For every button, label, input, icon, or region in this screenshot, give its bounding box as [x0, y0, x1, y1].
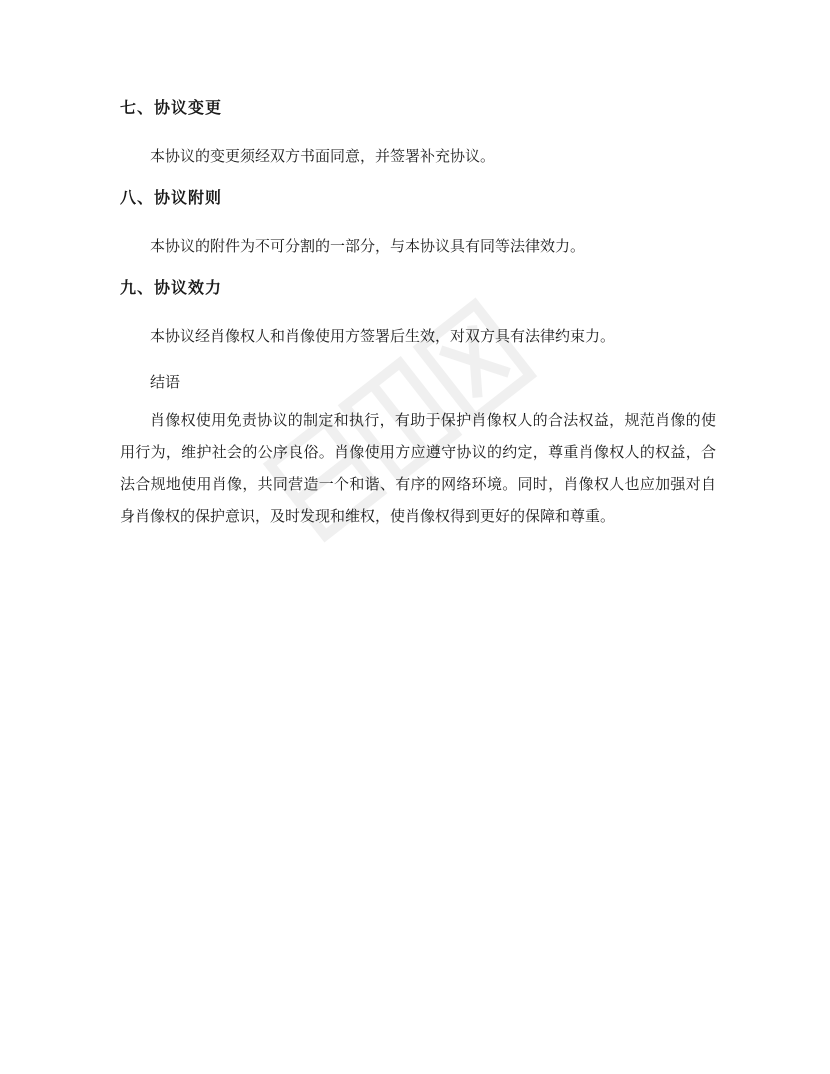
section-supplementary	[120, 186, 716, 262]
section-paragraph: 本协议的变更须经双方书面同意，并签署补充协议。	[150, 147, 496, 165]
section-paragraph: 本协议的附件为不可分割的一部分，与本协议具有同等法律效力。	[150, 237, 586, 255]
closing-paragraph: 肖像权使用免责协议的制定和执行，有助于保护肖像权人的合法权益，规范肖像的使用行为，维护社会的公序良俗。肖像使用方应遵守协议的约定，尊重肖像权人的权益，合法合规地使用肖像，共同营造一个和谐、有序的网络环境。同时，肖像权人也应加强对自身肖像权的保护意识，及时发现和维权，使肖像权得到更好的保障和尊重。	[120, 411, 716, 525]
section-paragraph: 本协议经肖像权人和肖像使用方签署后生效，对双方具有法律约束力。	[150, 327, 616, 345]
section-heading: 九、协议效力	[120, 278, 223, 297]
closing-section	[120, 366, 716, 532]
section-amendment	[120, 96, 716, 172]
section-heading: 八、协议附则	[120, 188, 223, 207]
section-heading: 七、协议变更	[120, 98, 223, 117]
section-effectiveness	[120, 276, 716, 352]
document-body	[120, 96, 716, 546]
closing-label: 结语	[150, 373, 181, 391]
